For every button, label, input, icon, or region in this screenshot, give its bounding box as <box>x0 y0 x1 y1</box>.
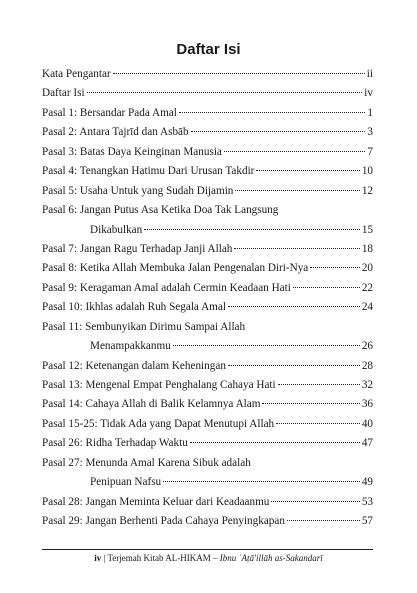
toc-entry-row <box>42 104 373 123</box>
toc-page-number: 7 <box>367 145 373 158</box>
toc-entry-label: Kata Pengantar <box>42 68 111 80</box>
toc-entry-row <box>42 123 373 142</box>
toc-entry-label: Pasal 8: Ketika Allah Membuka Jalan Pengenalan Diri-Nya <box>42 262 309 275</box>
table-of-contents <box>42 65 373 532</box>
toc-entry-continuation <box>42 221 373 240</box>
dot-leader <box>256 170 359 171</box>
toc-entry-row <box>42 415 373 434</box>
dot-leader <box>228 365 360 366</box>
toc-entry-row <box>42 143 373 162</box>
toc-entry[interactable] <box>42 395 373 414</box>
toc-entry[interactable] <box>42 259 373 278</box>
toc-entry-label-continued: Dikabulkan <box>90 223 143 236</box>
toc-entry[interactable] <box>42 512 373 531</box>
dot-leader <box>287 520 360 521</box>
toc-page-number: 3 <box>367 126 373 139</box>
toc-entry[interactable] <box>42 298 373 317</box>
toc-page-number: 32 <box>361 379 373 392</box>
toc-page-number: 22 <box>361 281 373 294</box>
toc-page-number: 28 <box>361 359 373 372</box>
toc-entry[interactable] <box>42 493 373 512</box>
toc-entry-label: Pasal 12: Ketenangan dalam Keheningan <box>42 359 226 372</box>
toc-entry-continuation <box>42 473 373 492</box>
toc-entry-label: Pasal 26: Ridha Terhadap Waktu <box>42 437 188 450</box>
footer-book-title: Terjemah Kitab AL-HIKAM – <box>107 553 220 563</box>
toc-entry-label: Pasal 9: Keragaman Amal adalah Cermin Keadaan Hati <box>42 281 291 294</box>
toc-entry-label-continued: Penipuan Nafsu <box>90 476 162 489</box>
toc-page-number: 20 <box>361 262 373 275</box>
toc-entry-label: Pasal 4: Tenangkan Hatimu Dari Urusan Takdir <box>42 165 255 178</box>
toc-entry-row <box>42 240 373 259</box>
dot-leader <box>262 403 359 404</box>
toc-entry[interactable] <box>42 104 373 123</box>
toc-entry-row <box>42 65 373 84</box>
toc-entry-label-continued: Menampakkanmu <box>90 340 171 353</box>
toc-page-number: ii <box>366 68 373 80</box>
toc-entry-continuation <box>42 337 373 356</box>
toc-entry-row <box>42 512 373 531</box>
toc-entry-label: Pasal 13: Mengenal Empat Penghalang Cahaya Hati <box>42 379 276 392</box>
toc-page-number: 36 <box>361 398 373 411</box>
toc-entry[interactable] <box>42 162 373 181</box>
toc-entry[interactable] <box>42 357 373 376</box>
toc-entry-label: Pasal 5: Usaha Untuk yang Sudah Dijamin <box>42 184 234 197</box>
dot-leader <box>87 92 363 93</box>
toc-entry-row <box>42 493 373 512</box>
toc-entry[interactable] <box>42 454 373 493</box>
toc-entry-row <box>42 357 373 376</box>
toc-entry-label: Pasal 29: Jangan Berhenti Pada Cahaya Penyingkapan <box>42 515 285 528</box>
dot-leader <box>144 229 360 230</box>
toc-entry[interactable] <box>42 84 373 103</box>
dot-leader <box>173 345 360 346</box>
toc-entry[interactable] <box>42 143 373 162</box>
toc-entry-row <box>42 298 373 317</box>
dot-leader <box>113 73 365 74</box>
toc-entry-label: Pasal 15-25: Tidak Ada yang Dapat Menutupi Allah <box>42 417 275 430</box>
toc-entry-row <box>42 84 373 103</box>
toc-page-number: iv <box>364 87 373 100</box>
footer-author: Ibnu ʿAṭā'illāh as-Sakandarī <box>219 553 323 563</box>
toc-entry[interactable] <box>42 376 373 395</box>
toc-entry-label: Pasal 27: Menunda Amal Karena Sibuk adalah <box>42 456 251 469</box>
toc-entry-label: Pasal 6: Jangan Putus Asa Ketika Doa Tak Langsung <box>42 204 279 217</box>
dot-leader <box>191 131 366 132</box>
toc-entry-label: Daftar Isi <box>42 87 85 100</box>
toc-entry-label: Pasal 7: Jangan Ragu Terhadap Janji Allah <box>42 242 233 255</box>
toc-entry-row <box>42 434 373 453</box>
toc-page-number: 49 <box>361 476 373 489</box>
toc-entry-row <box>42 376 373 395</box>
dot-leader <box>163 481 360 482</box>
toc-entry-row <box>42 259 373 278</box>
toc-entry-label: Pasal 28: Jangan Meminta Keluar dari Keadaanmu <box>42 495 270 508</box>
toc-page-number: 15 <box>361 223 373 236</box>
toc-entry[interactable] <box>42 279 373 298</box>
dot-leader <box>228 306 360 307</box>
toc-entry[interactable] <box>42 123 373 142</box>
toc-entry-row <box>42 395 373 414</box>
footer-divider <box>42 549 373 550</box>
toc-entry-label: Pasal 10: Ikhlas adalah Ruh Segala Amal <box>42 301 226 314</box>
toc-entry[interactable] <box>42 415 373 434</box>
dot-leader <box>179 112 366 113</box>
toc-page-number: 18 <box>361 242 373 255</box>
toc-entry[interactable] <box>42 182 373 201</box>
dot-leader <box>224 151 366 152</box>
toc-entry-label: Pasal 3: Batas Daya Keinginan Manusia <box>42 145 222 158</box>
toc-entry[interactable] <box>42 318 373 357</box>
toc-page-number: 12 <box>361 184 373 197</box>
toc-page-number: 40 <box>361 417 373 430</box>
dot-leader <box>234 248 359 249</box>
footer-separator: | <box>101 553 108 563</box>
dot-leader <box>310 267 360 268</box>
toc-page-number: 10 <box>361 165 373 178</box>
toc-entry-label: Pasal 1: Bersandar Pada Amal <box>42 106 177 119</box>
toc-page-number: 53 <box>361 495 373 508</box>
dot-leader <box>276 423 360 424</box>
toc-entry[interactable] <box>42 434 373 453</box>
toc-entry-label: Pasal 2: Antara Tajrīd dan Asbāb <box>42 126 189 139</box>
toc-entry[interactable] <box>42 240 373 259</box>
page-footer <box>0 553 417 563</box>
dot-leader <box>293 287 360 288</box>
dot-leader <box>278 384 360 385</box>
toc-entry-row <box>42 162 373 181</box>
toc-page-number: 1 <box>367 106 373 119</box>
toc-page-number: 26 <box>361 340 373 353</box>
toc-entry[interactable] <box>42 201 373 240</box>
dot-leader <box>190 442 360 443</box>
toc-page-number: 47 <box>361 437 373 450</box>
toc-entry-label: Pasal 14: Cahaya Allah di Balik Kelamnya Alam <box>42 398 261 411</box>
toc-page-number: 57 <box>361 515 373 528</box>
toc-entry[interactable] <box>42 65 373 84</box>
toc-entry-label: Pasal 11: Sembunyikan Dirimu Sampai Allah <box>42 320 246 333</box>
dot-leader <box>235 190 359 191</box>
footer-page-number: iv <box>94 553 102 563</box>
toc-entry-row <box>42 182 373 201</box>
toc-entry-row <box>42 279 373 298</box>
page-title: Daftar Isi <box>176 41 241 58</box>
dot-leader <box>271 501 359 502</box>
toc-page-number: 24 <box>361 301 373 314</box>
